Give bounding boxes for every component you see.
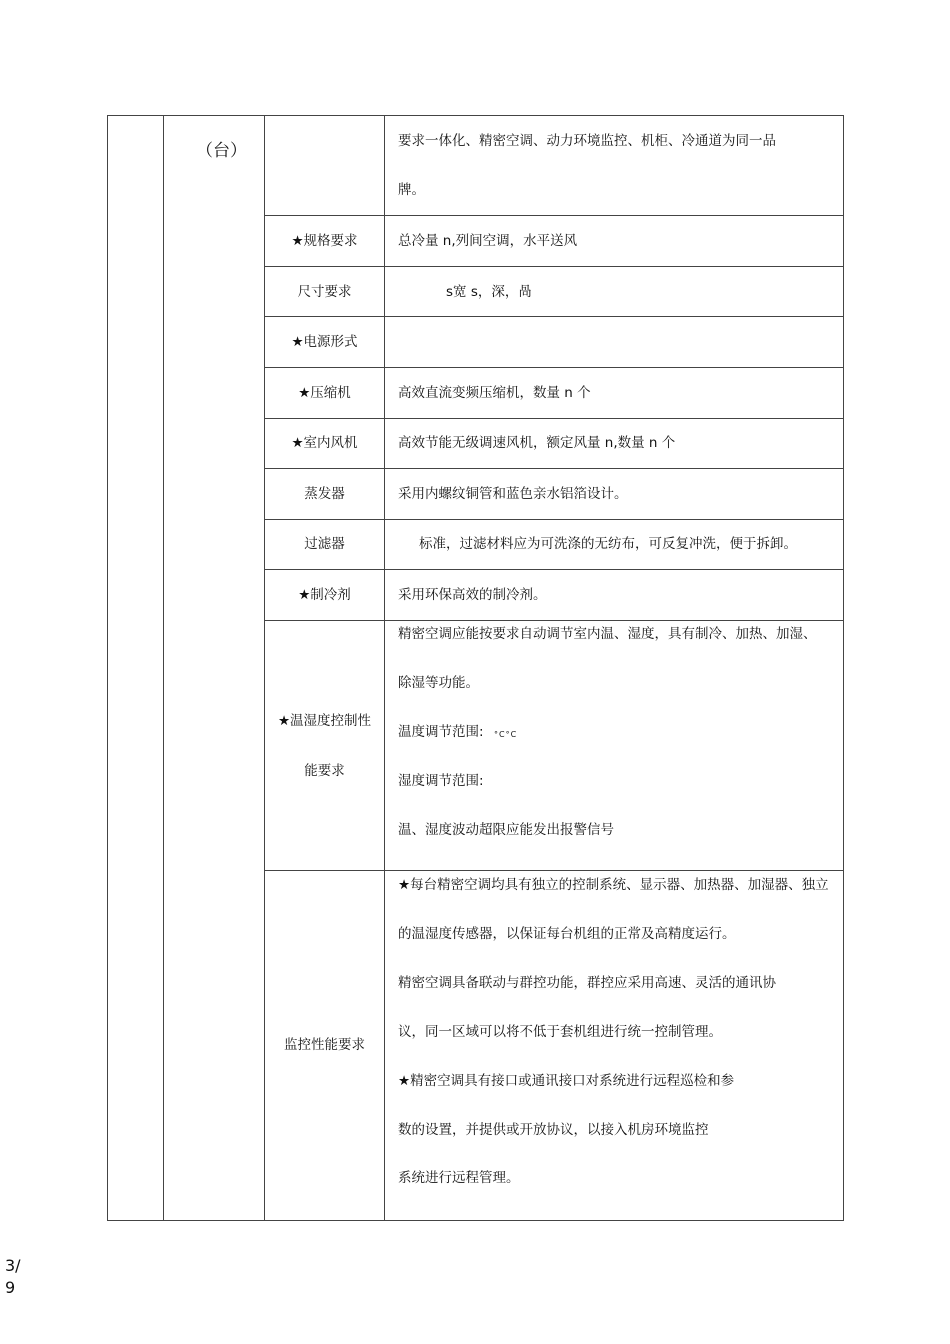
row-content-line: 精密空调具备联动与群控功能，群控应采用高速、灵活的通讯协 [398, 975, 776, 991]
row-content-line: 温、湿度波动超限应能发出报警信号 [398, 822, 614, 838]
row-content-line: 高效节能无级调速风机，额定风量 n,数量 n 个 [398, 435, 676, 451]
row-divider [264, 316, 844, 317]
row-label: 尺寸要求 [297, 284, 352, 300]
row-content-line: 议，同一区域可以将不低于套机组进行统一控制管理。 [398, 1024, 722, 1040]
row-content-line: 牌。 [398, 182, 425, 198]
row-label: ★压缩机 [298, 385, 351, 401]
row-content-line: 精密空调应能按要求自动调节室内温、湿度，具有制冷、加热、加湿、 [398, 626, 817, 642]
row-divider [264, 519, 844, 520]
row-label: ★制冷剂 [298, 587, 351, 603]
row-divider [264, 418, 844, 419]
row-divider [264, 266, 844, 267]
row-divider [264, 569, 844, 570]
table-divider [264, 115, 265, 1221]
row-content-line: 数的设置，并提供或开放协议，以接入机房环境监控 [398, 1122, 709, 1138]
spec-table [107, 115, 844, 1221]
row-content-line: s宽 s，深，咼 [446, 284, 532, 300]
row-content-line: 的温湿度传感器，以保证每台机组的正常及高精度运行。 [398, 926, 736, 942]
row-content-line: 标准，过滤材料应为可洗涤的无纺布，可反复冲洗，便于拆卸。 [419, 536, 797, 552]
row-content-line: 湿度调节范围: [398, 773, 484, 789]
row-label: ★温湿度控制性 [277, 713, 372, 729]
row-label: 监控性能要求 [284, 1037, 365, 1053]
row-divider [264, 870, 844, 871]
row-content-line: ★每台精密空调均具有独立的控制系统、显示器、加热器、加湿器、独立 [398, 877, 829, 893]
temperature-unit: °C°C [494, 730, 518, 739]
table-divider [384, 115, 385, 1221]
row-divider [264, 620, 844, 621]
row-label: ★电源形式 [291, 334, 358, 350]
row-content-line: 总冷量 n,列间空调，水平送风 [398, 233, 578, 249]
page-number-bottom: 9 [5, 1277, 16, 1297]
row-divider [264, 215, 844, 216]
page-number [5, 1255, 21, 1298]
row-content-line: ★精密空调具有接口或通讯接口对系统进行远程巡检和参 [398, 1073, 735, 1089]
row-label: 过滤器 [304, 536, 345, 552]
row-divider [264, 367, 844, 368]
row-divider [264, 468, 844, 469]
unit-label: （台） [196, 141, 247, 161]
row-content-line: 高效直流变频压缩机，数量 n 个 [398, 385, 591, 401]
page-number-top: 3/ [5, 1256, 21, 1275]
row-label: 能要求 [304, 763, 345, 779]
row-content-line: 采用环保高效的制冷剂。 [398, 587, 547, 603]
row-content-line: 温度调节范围: [398, 724, 484, 740]
row-label: 蒸发器 [304, 486, 345, 502]
row-label: ★室内风机 [291, 435, 358, 451]
table-divider [163, 115, 164, 1221]
row-label: ★规格要求 [291, 233, 358, 249]
row-content-line: 系统进行远程管理。 [398, 1170, 520, 1186]
row-content-line: 采用内螺纹铜管和蓝色亲水铝箔设计。 [398, 486, 628, 502]
row-content-line: 除湿等功能。 [398, 675, 479, 691]
row-content-line: 要求一体化、精密空调、动力环境监控、机柜、冷通道为同一品 [398, 133, 776, 149]
